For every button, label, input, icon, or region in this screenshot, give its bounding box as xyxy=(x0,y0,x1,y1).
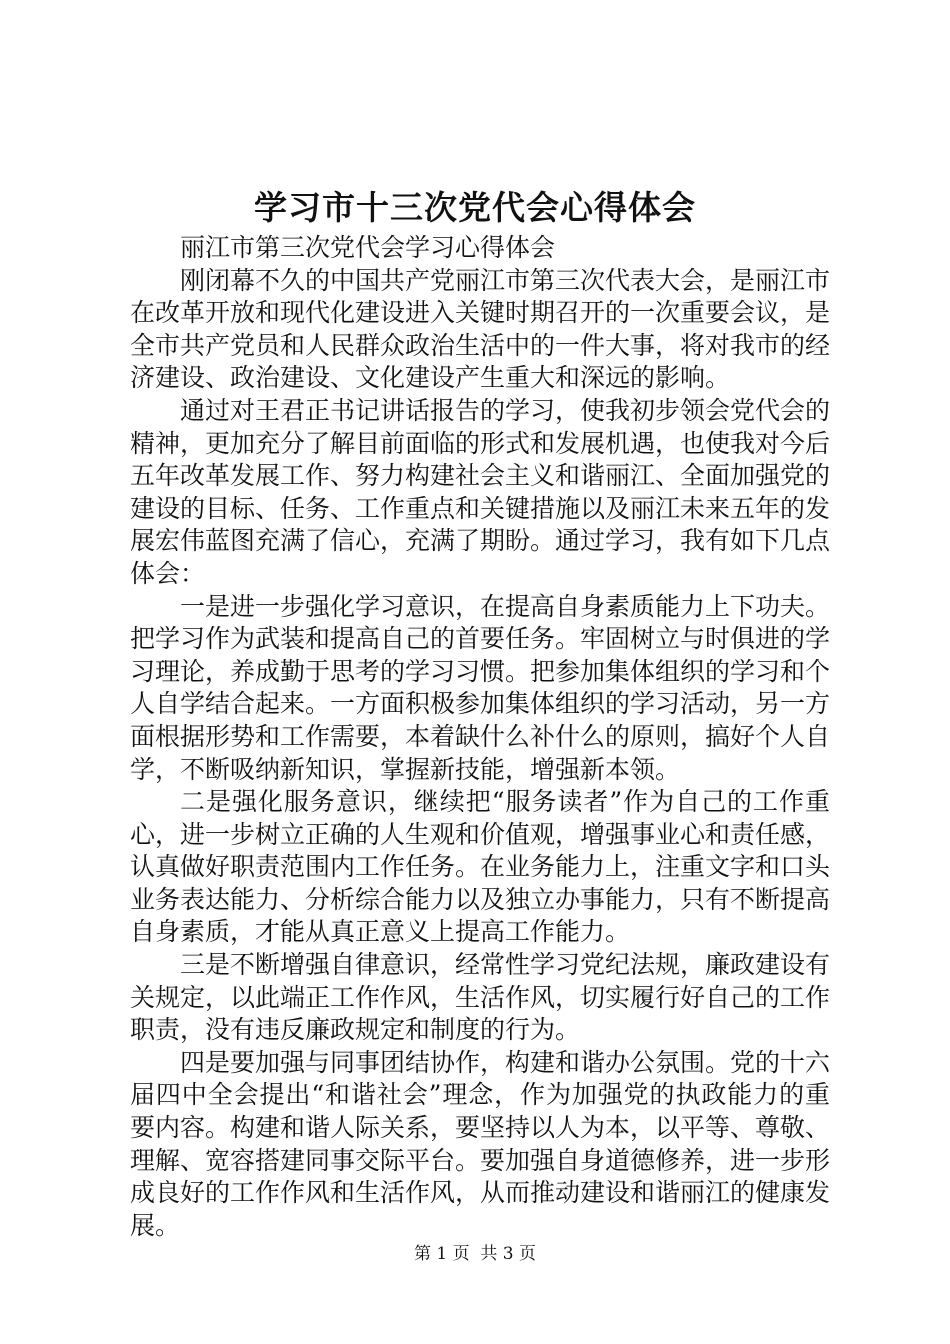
paragraph-point-three: 三是不断增强自律意识，经常性学习党纪法规，廉政建设有关规定，以此端正工作作风，生活作风，切实履行好自己的工作职责，没有违反廉政规定和制度的行为。 xyxy=(130,950,831,1045)
paragraph-subtitle: 丽江市第三次党代会学习心得体会 xyxy=(180,233,556,262)
paragraph-point-four: 四是要加强与同事团结协作，构建和谐办公氛围。党的十六届四中全会提出“和谐社会”理念，作为加强党的执政能力的重要内容。构建和谐人际关系，要坚持以人为本，以平等、尊敬、理解、宽容搭建同事交际平台。要加强自身道德修养，进一步形成良好的工作作风和生活作风，从而推动建设和谐丽江的健康发展。 xyxy=(130,1047,831,1240)
paragraph-intro: 刚闭幕不久的中国共产党丽江市第三次代表大会，是丽江市在改革开放和现代化建设进入关键时期召开的一次重要会议，是全市共产党员和人民群众政治生活中的一件大事，将对我市的经济建设、政治建设、文化建设产生重大和深远的影响。 xyxy=(130,265,831,393)
document-title: 学习市十三次党代会心得体会 xyxy=(254,188,696,227)
paragraph-study: 通过对王君正书记讲话报告的学习，使我初步领会党代会的精神，更加充分了解目前面临的形式和发展机遇，也使我对今后五年改革发展工作、努力构建社会主义和谐丽江、全面加强党的建设的目标、任务、工作重点和关键措施以及丽江未来五年的发展宏伟蓝图充满了信心，充满了期盼。通过学习，我有如下几点体会： xyxy=(130,395,831,588)
paragraph-point-one: 一是进一步强化学习意识，在提高自身素质能力上下功夫。把学习作为武装和提高自己的首要任务。牢固树立与时俱进的学习理论，养成勤于思考的学习习惯。把参加集体组织的学习和个人自学结合起来。一方面积极参加集体组织的学习活动，另一方面根据形势和工作需要，本着缺什么补什么的原则，搞好个人自学，不断吸纳新知识，掌握新技能，增强新本领。 xyxy=(130,591,831,784)
paragraph-point-two: 二是强化服务意识，继续把“服务读者”作为自己的工作重心，进一步树立正确的人生观和价值观，增强事业心和责任感，认真做好职责范围内工作任务。在业务能力上，注重文字和口头业务表达能力、分析综合能力以及独立办事能力，只有不断提高自身素质，才能从真正意义上提高工作能力。 xyxy=(130,787,831,947)
page-footer xyxy=(0,1242,950,1266)
page-number-label: 第 1 页 共 3 页 xyxy=(413,1244,537,1264)
document-body xyxy=(130,232,830,1242)
